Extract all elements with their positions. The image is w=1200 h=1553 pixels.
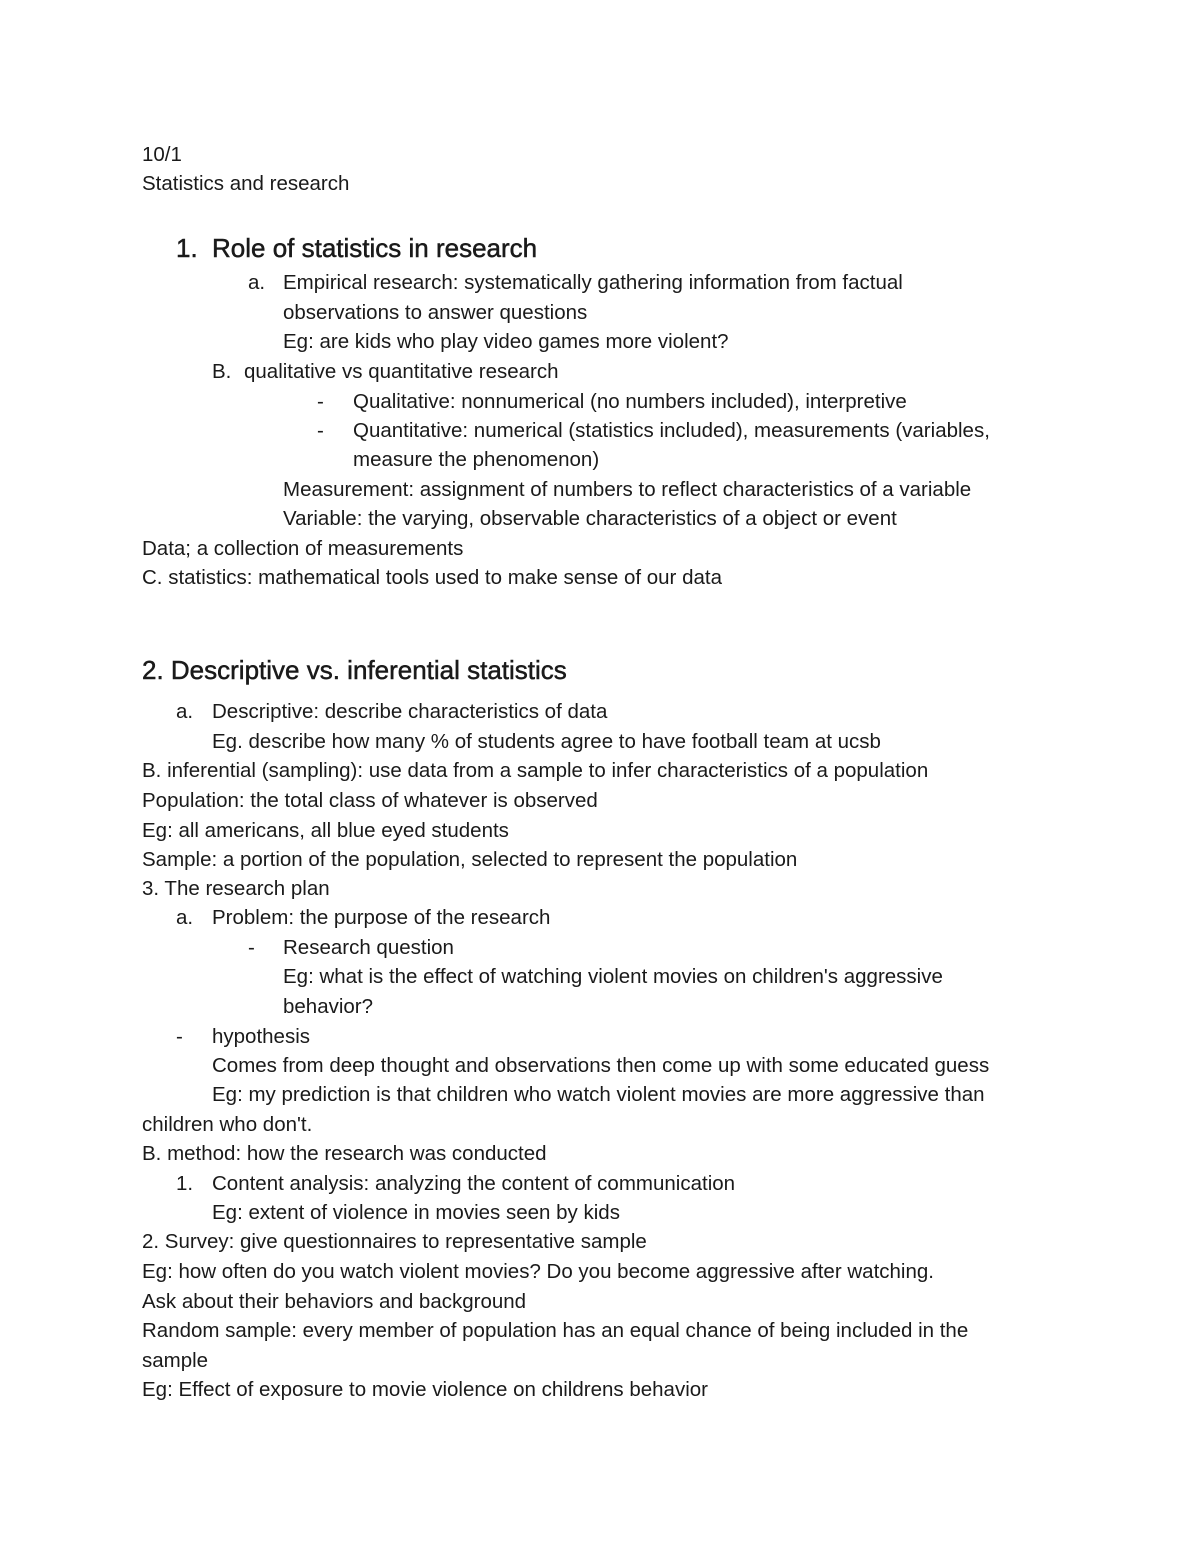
content-analysis-line: Content analysis: analyzing the content of communication [212,1172,736,1195]
content-analysis-example: Eg: extent of violence in movies seen by kids [212,1201,620,1224]
list-marker: a. [176,700,194,723]
research-question-line: Research question [283,936,454,959]
random-sample-line1: Random sample: every member of population has an equal chance of being included in the [142,1319,969,1342]
section2-heading: 2. Descriptive vs. inferential statistics [142,655,567,685]
empirical-line2: observations to answer questions [283,301,588,324]
survey-line: 2. Survey: give questionnaires to representative sample [142,1230,647,1253]
descriptive-example: Eg. describe how many % of students agree to have football team at ucsb [212,730,881,753]
survey-example: Eg: how often do you watch violent movies? Do you become aggressive after watching. [142,1260,934,1283]
list-marker: 1. [176,1172,194,1195]
statistics-line: C. statistics: mathematical tools used to make sense of our data [142,566,722,589]
measurement-line: Measurement: assignment of numbers to reflect characteristics of a variable [283,478,972,501]
qualitative-line: Qualitative: nonnumerical (no numbers included), interpretive [353,390,907,413]
list-marker: B. [212,360,232,383]
descriptive-line: Descriptive: describe characteristics of data [212,700,608,723]
bullet-dash: - [176,1025,183,1048]
sample-line: Sample: a portion of the population, selected to represent the population [142,848,798,871]
empirical-line1: Empirical research: systematically gathering information from factual [283,271,903,294]
bullet-dash: - [317,390,324,413]
date-line: 10/1 [142,143,182,166]
method-line: B. method: how the research was conducted [142,1142,547,1165]
list-marker: a. [248,271,266,294]
random-sample-example: Eg: Effect of exposure to movie violence on childrens behavior [142,1378,708,1401]
quantitative-line2: measure the phenomenon) [353,448,600,471]
hypothesis-line: hypothesis [212,1025,311,1048]
inferential-line: B. inferential (sampling): use data from a sample to infer characteristics of a population [142,759,929,782]
random-sample-line2: sample [142,1349,209,1372]
bullet-dash: - [248,936,255,959]
ask-line: Ask about their behaviors and background [142,1290,527,1313]
hypothesis-text: Comes from deep thought and observations then come up with some educated guess [212,1054,990,1077]
topic-line: Statistics and research [142,172,350,195]
section3-heading: 3. The research plan [142,877,330,900]
empirical-example: Eg: are kids who play video games more violent? [283,330,729,353]
hypothesis-example2: children who don't. [142,1113,313,1136]
section1-heading: Role of statistics in research [212,233,538,263]
research-question-example1: Eg: what is the effect of watching violent movies on children's aggressive [283,965,943,988]
quantitative-line1: Quantitative: numerical (statistics included), measurements (variables, [353,419,990,442]
population-example: Eg: all americans, all blue eyed students [142,819,509,842]
section1-number: 1. [176,233,198,263]
bullet-dash: - [317,419,324,442]
data-line: Data; a collection of measurements [142,537,464,560]
variable-line: Variable: the varying, observable characteristics of a object or event [283,507,897,530]
qual-vs-quant: qualitative vs quantitative research [244,360,559,383]
research-question-example2: behavior? [283,995,374,1018]
list-marker: a. [176,906,194,929]
problem-line: Problem: the purpose of the research [212,906,551,929]
population-line: Population: the total class of whatever is observed [142,789,598,812]
hypothesis-example1: Eg: my prediction is that children who watch violent movies are more aggressive than [212,1083,985,1106]
